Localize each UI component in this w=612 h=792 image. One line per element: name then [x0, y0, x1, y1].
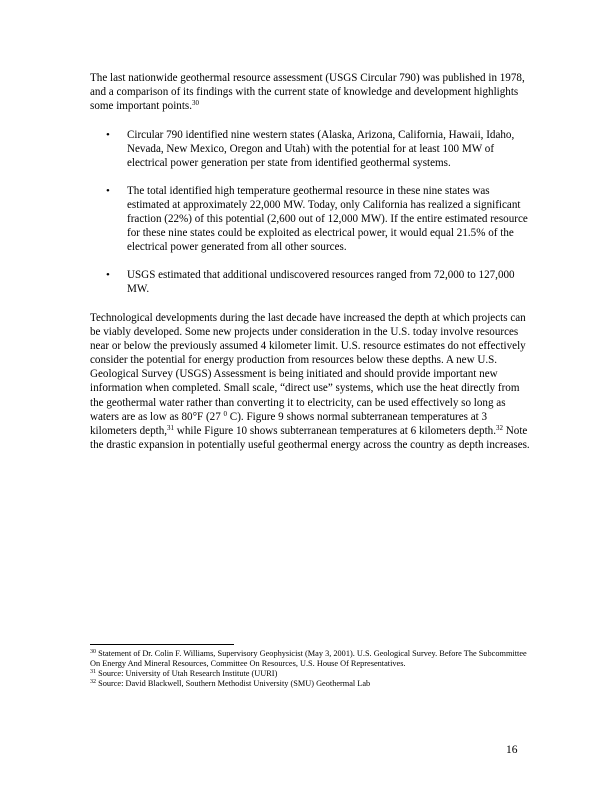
footnote-number: 32 [90, 679, 96, 685]
footnote-number: 30 [90, 649, 96, 655]
footnote-divider [90, 644, 234, 645]
footnote-text: Statement of Dr. Colin F. Williams, Supervisory Geophysicist (May 3, 2001). U.S. Geological Survey. Before The Subcommittee On Energy And Mineral Resources, Committee On Resources, U.S. House Of Representatives. [90, 649, 527, 668]
bullet-marker: • [106, 129, 110, 141]
body-paragraph-text-3: while Figure 10 shows subterranean temperatures at 6 kilometers depth. [174, 424, 496, 437]
page-number: 16 [506, 744, 518, 756]
body-paragraph [90, 311, 530, 452]
footnote-31 [90, 669, 530, 679]
footnotes-section [90, 649, 530, 689]
footnote-32 [90, 679, 530, 689]
bullet-text: USGS estimated that additional undiscovered resources ranged from 72,000 to 127,000 MW. [127, 269, 515, 296]
degree-superscript: 0 [223, 409, 228, 418]
bullet-text: Circular 790 identified nine western states (Alaska, Arizona, California, Hawaii, Idaho, Nevada, New Mexico, Oregon and Utah) with the potential for at least 100 MW of electrical power generation per state from identified geothermal systems. [127, 129, 515, 170]
footnote-number: 31 [90, 669, 96, 675]
bullet-text: The total identified high temperature geothermal resource in these nine states was estimated at approximately 22,000 MW. Today, only California has realized a significant fraction (22%) of this potential (2,600 out of 12,000 MW). If the entire estimated resource for these nine states could be exploited as electrical power, it would equal 21.5% of the electrical power generated from all other sources. [127, 185, 528, 254]
footnote-text: Source: University of Utah Research Institute (UURI) [96, 669, 278, 678]
footnote-ref-32: 32 [495, 423, 503, 432]
body-paragraph-text-4: Note the drastic expansion in potentially useful geothermal energy across the country as depth increases. [90, 424, 530, 451]
footnote-ref-31: 31 [167, 423, 175, 432]
footnote-text: Source: David Blackwell, Southern Methodist University (SMU) Geothermal Lab [96, 679, 371, 688]
footnote-30 [90, 649, 530, 669]
bullet-marker: • [106, 269, 110, 281]
bullet-marker: • [106, 185, 110, 197]
footnote-ref-30: 30 [192, 99, 199, 108]
intro-paragraph [90, 71, 530, 113]
body-paragraph-text-1: Technological developments during the last decade have increased the depth at which projects can be viably developed. Some new projects under consideration in the U.S. today involve resources near or below the previously assumed 4 kilometer limit. U.S. resource estimates do not effectively consider the potential for energy production from resources below these depths. A new U.S. Geological Survey (USGS) Assessment is being initiated and should provide important new information when completed. Small scale, “direct use” systems, which use the heat directly from the geothermal water rather than converting it to electricity, can be used effectively so long as waters are as low as 80°F (27 [90, 312, 526, 423]
body-paragraph-text-2: C). Figure 9 shows normal subterranean temperatures at 3 kilometers depth, [90, 410, 488, 437]
intro-paragraph-text: The last nationwide geothermal resource assessment (USGS Circular 790) was published in 1978, and a comparison of its findings with the current state of knowledge and development highlights some important points. [90, 72, 525, 113]
